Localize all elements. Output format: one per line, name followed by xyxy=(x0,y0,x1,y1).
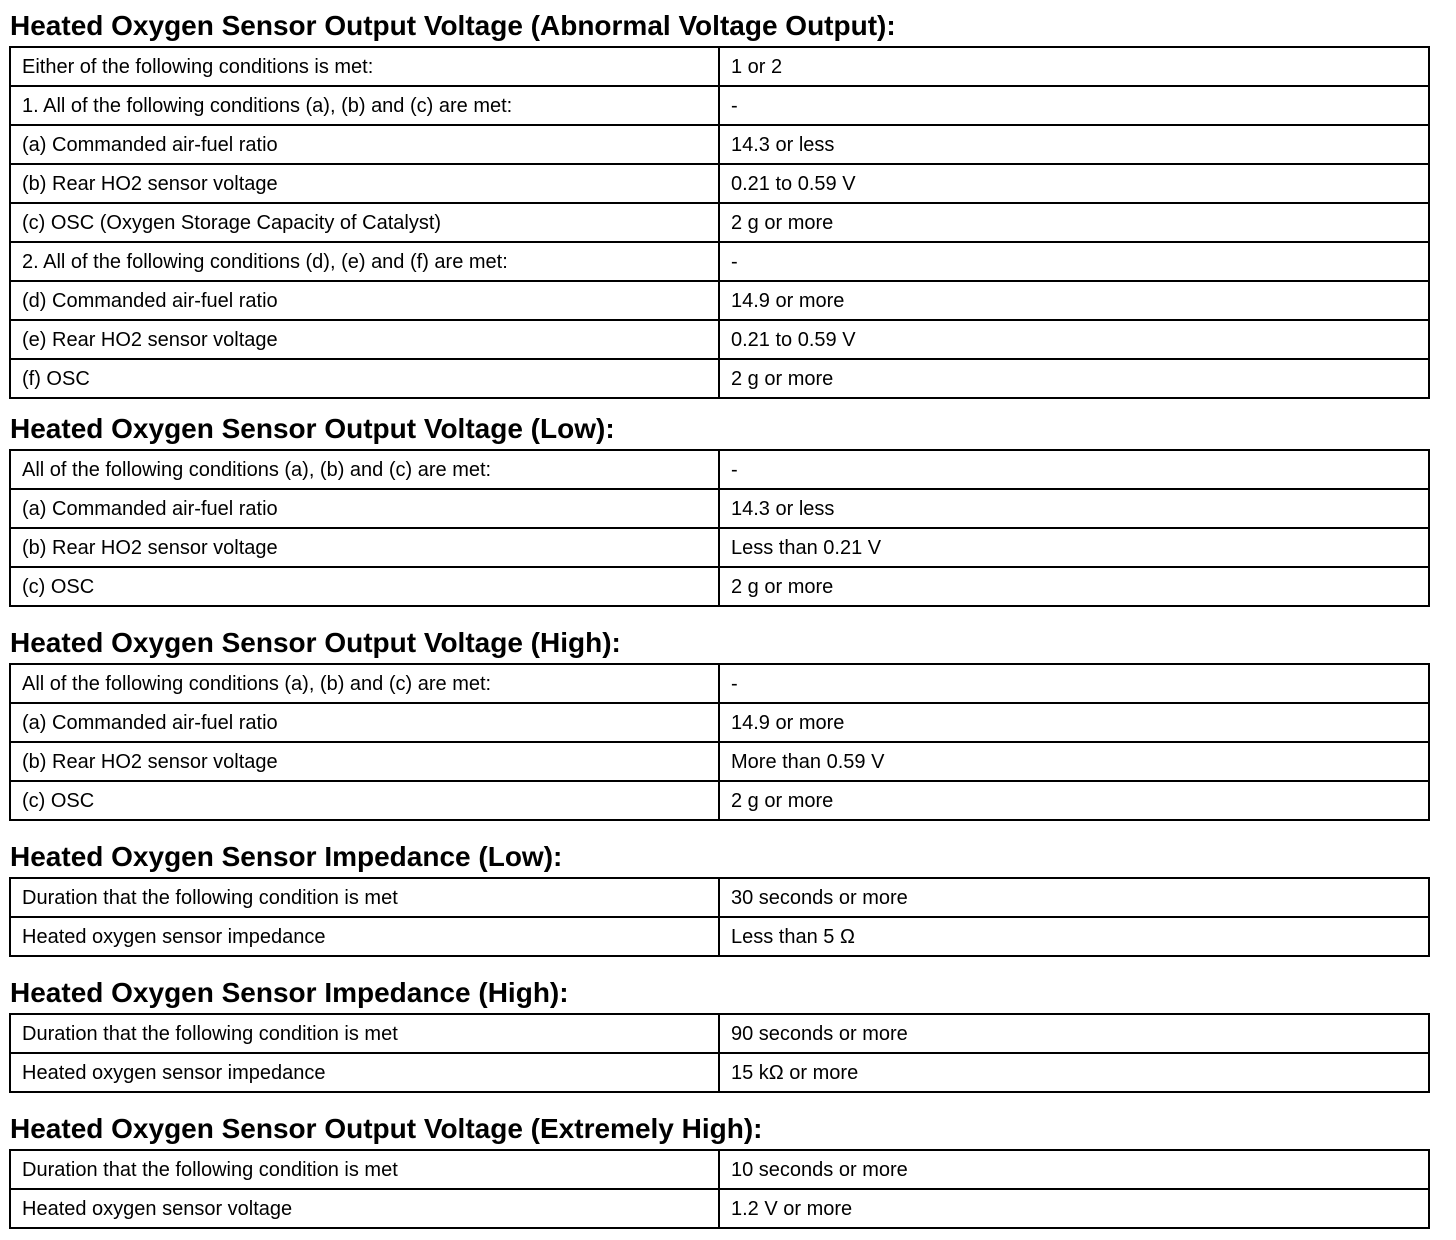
table-row xyxy=(10,1014,1429,1053)
table-row xyxy=(10,450,1429,489)
table-row xyxy=(10,781,1429,820)
value-cell: Less than 0.21 V xyxy=(719,528,1429,567)
table-abnormal-voltage xyxy=(9,46,1430,399)
section-title-abnormal-voltage: Heated Oxygen Sensor Output Voltage (Abnormal Voltage Output): xyxy=(10,10,896,41)
table-row xyxy=(10,528,1429,567)
condition-cell: (b) Rear HO2 sensor voltage xyxy=(10,742,719,781)
section-title-voltage-high: Heated Oxygen Sensor Output Voltage (High): xyxy=(10,627,621,658)
value-cell: 14.3 or less xyxy=(719,125,1429,164)
table-voltage-extremely-high xyxy=(9,1149,1430,1229)
value-cell: 10 seconds or more xyxy=(719,1150,1429,1189)
value-cell: 14.9 or more xyxy=(719,281,1429,320)
table-row xyxy=(10,47,1429,86)
value-cell: 2 g or more xyxy=(719,359,1429,398)
condition-cell: 1. All of the following conditions (a), (b) and (c) are met: xyxy=(10,86,719,125)
table-row xyxy=(10,489,1429,528)
table-row xyxy=(10,1189,1429,1228)
table-row xyxy=(10,1150,1429,1189)
table-impedance-low xyxy=(9,877,1430,957)
condition-cell: (c) OSC xyxy=(10,567,719,606)
condition-cell: (f) OSC xyxy=(10,359,719,398)
value-cell: - xyxy=(719,86,1429,125)
condition-cell: Duration that the following condition is met xyxy=(10,1014,719,1053)
table-voltage-high xyxy=(9,663,1430,821)
table-row xyxy=(10,359,1429,398)
table-row xyxy=(10,742,1429,781)
table-impedance-high xyxy=(9,1013,1430,1093)
section-title-voltage-low: Heated Oxygen Sensor Output Voltage (Low): xyxy=(10,413,615,444)
condition-cell: All of the following conditions (a), (b) and (c) are met: xyxy=(10,664,719,703)
section-title-voltage-extremely-high: Heated Oxygen Sensor Output Voltage (Extremely High): xyxy=(10,1113,763,1144)
condition-cell: Duration that the following condition is met xyxy=(10,1150,719,1189)
value-cell: 2 g or more xyxy=(719,781,1429,820)
condition-cell: (d) Commanded air-fuel ratio xyxy=(10,281,719,320)
value-cell: 2 g or more xyxy=(719,567,1429,606)
section-title-impedance-high: Heated Oxygen Sensor Impedance (High): xyxy=(10,977,569,1008)
table-row xyxy=(10,703,1429,742)
condition-cell: (e) Rear HO2 sensor voltage xyxy=(10,320,719,359)
condition-cell: Heated oxygen sensor voltage xyxy=(10,1189,719,1228)
value-cell: 1 or 2 xyxy=(719,47,1429,86)
condition-cell: (b) Rear HO2 sensor voltage xyxy=(10,528,719,567)
value-cell: Less than 5 Ω xyxy=(719,917,1429,956)
condition-cell: (a) Commanded air-fuel ratio xyxy=(10,125,719,164)
table-row xyxy=(10,281,1429,320)
condition-cell: Heated oxygen sensor impedance xyxy=(10,917,719,956)
condition-cell: (c) OSC (Oxygen Storage Capacity of Catalyst) xyxy=(10,203,719,242)
value-cell: 1.2 V or more xyxy=(719,1189,1429,1228)
table-row xyxy=(10,917,1429,956)
condition-cell: All of the following conditions (a), (b) and (c) are met: xyxy=(10,450,719,489)
table-row xyxy=(10,203,1429,242)
value-cell: 14.9 or more xyxy=(719,703,1429,742)
condition-cell: Duration that the following condition is met xyxy=(10,878,719,917)
table-row xyxy=(10,567,1429,606)
value-cell: 14.3 or less xyxy=(719,489,1429,528)
condition-cell: (a) Commanded air-fuel ratio xyxy=(10,703,719,742)
table-row xyxy=(10,320,1429,359)
condition-cell: (c) OSC xyxy=(10,781,719,820)
table-row xyxy=(10,878,1429,917)
table-row xyxy=(10,664,1429,703)
value-cell: - xyxy=(719,664,1429,703)
condition-cell: (b) Rear HO2 sensor voltage xyxy=(10,164,719,203)
condition-cell: (a) Commanded air-fuel ratio xyxy=(10,489,719,528)
value-cell: 0.21 to 0.59 V xyxy=(719,164,1429,203)
value-cell: 2 g or more xyxy=(719,203,1429,242)
condition-cell: Heated oxygen sensor impedance xyxy=(10,1053,719,1092)
value-cell: - xyxy=(719,242,1429,281)
value-cell: 0.21 to 0.59 V xyxy=(719,320,1429,359)
table-row xyxy=(10,125,1429,164)
table-row xyxy=(10,86,1429,125)
value-cell: More than 0.59 V xyxy=(719,742,1429,781)
value-cell: - xyxy=(719,450,1429,489)
table-row xyxy=(10,164,1429,203)
table-voltage-low xyxy=(9,449,1430,607)
condition-cell: 2. All of the following conditions (d), (e) and (f) are met: xyxy=(10,242,719,281)
table-row xyxy=(10,1053,1429,1092)
value-cell: 30 seconds or more xyxy=(719,878,1429,917)
condition-cell: Either of the following conditions is met: xyxy=(10,47,719,86)
value-cell: 15 kΩ or more xyxy=(719,1053,1429,1092)
value-cell: 90 seconds or more xyxy=(719,1014,1429,1053)
table-row xyxy=(10,242,1429,281)
section-title-impedance-low: Heated Oxygen Sensor Impedance (Low): xyxy=(10,841,563,872)
